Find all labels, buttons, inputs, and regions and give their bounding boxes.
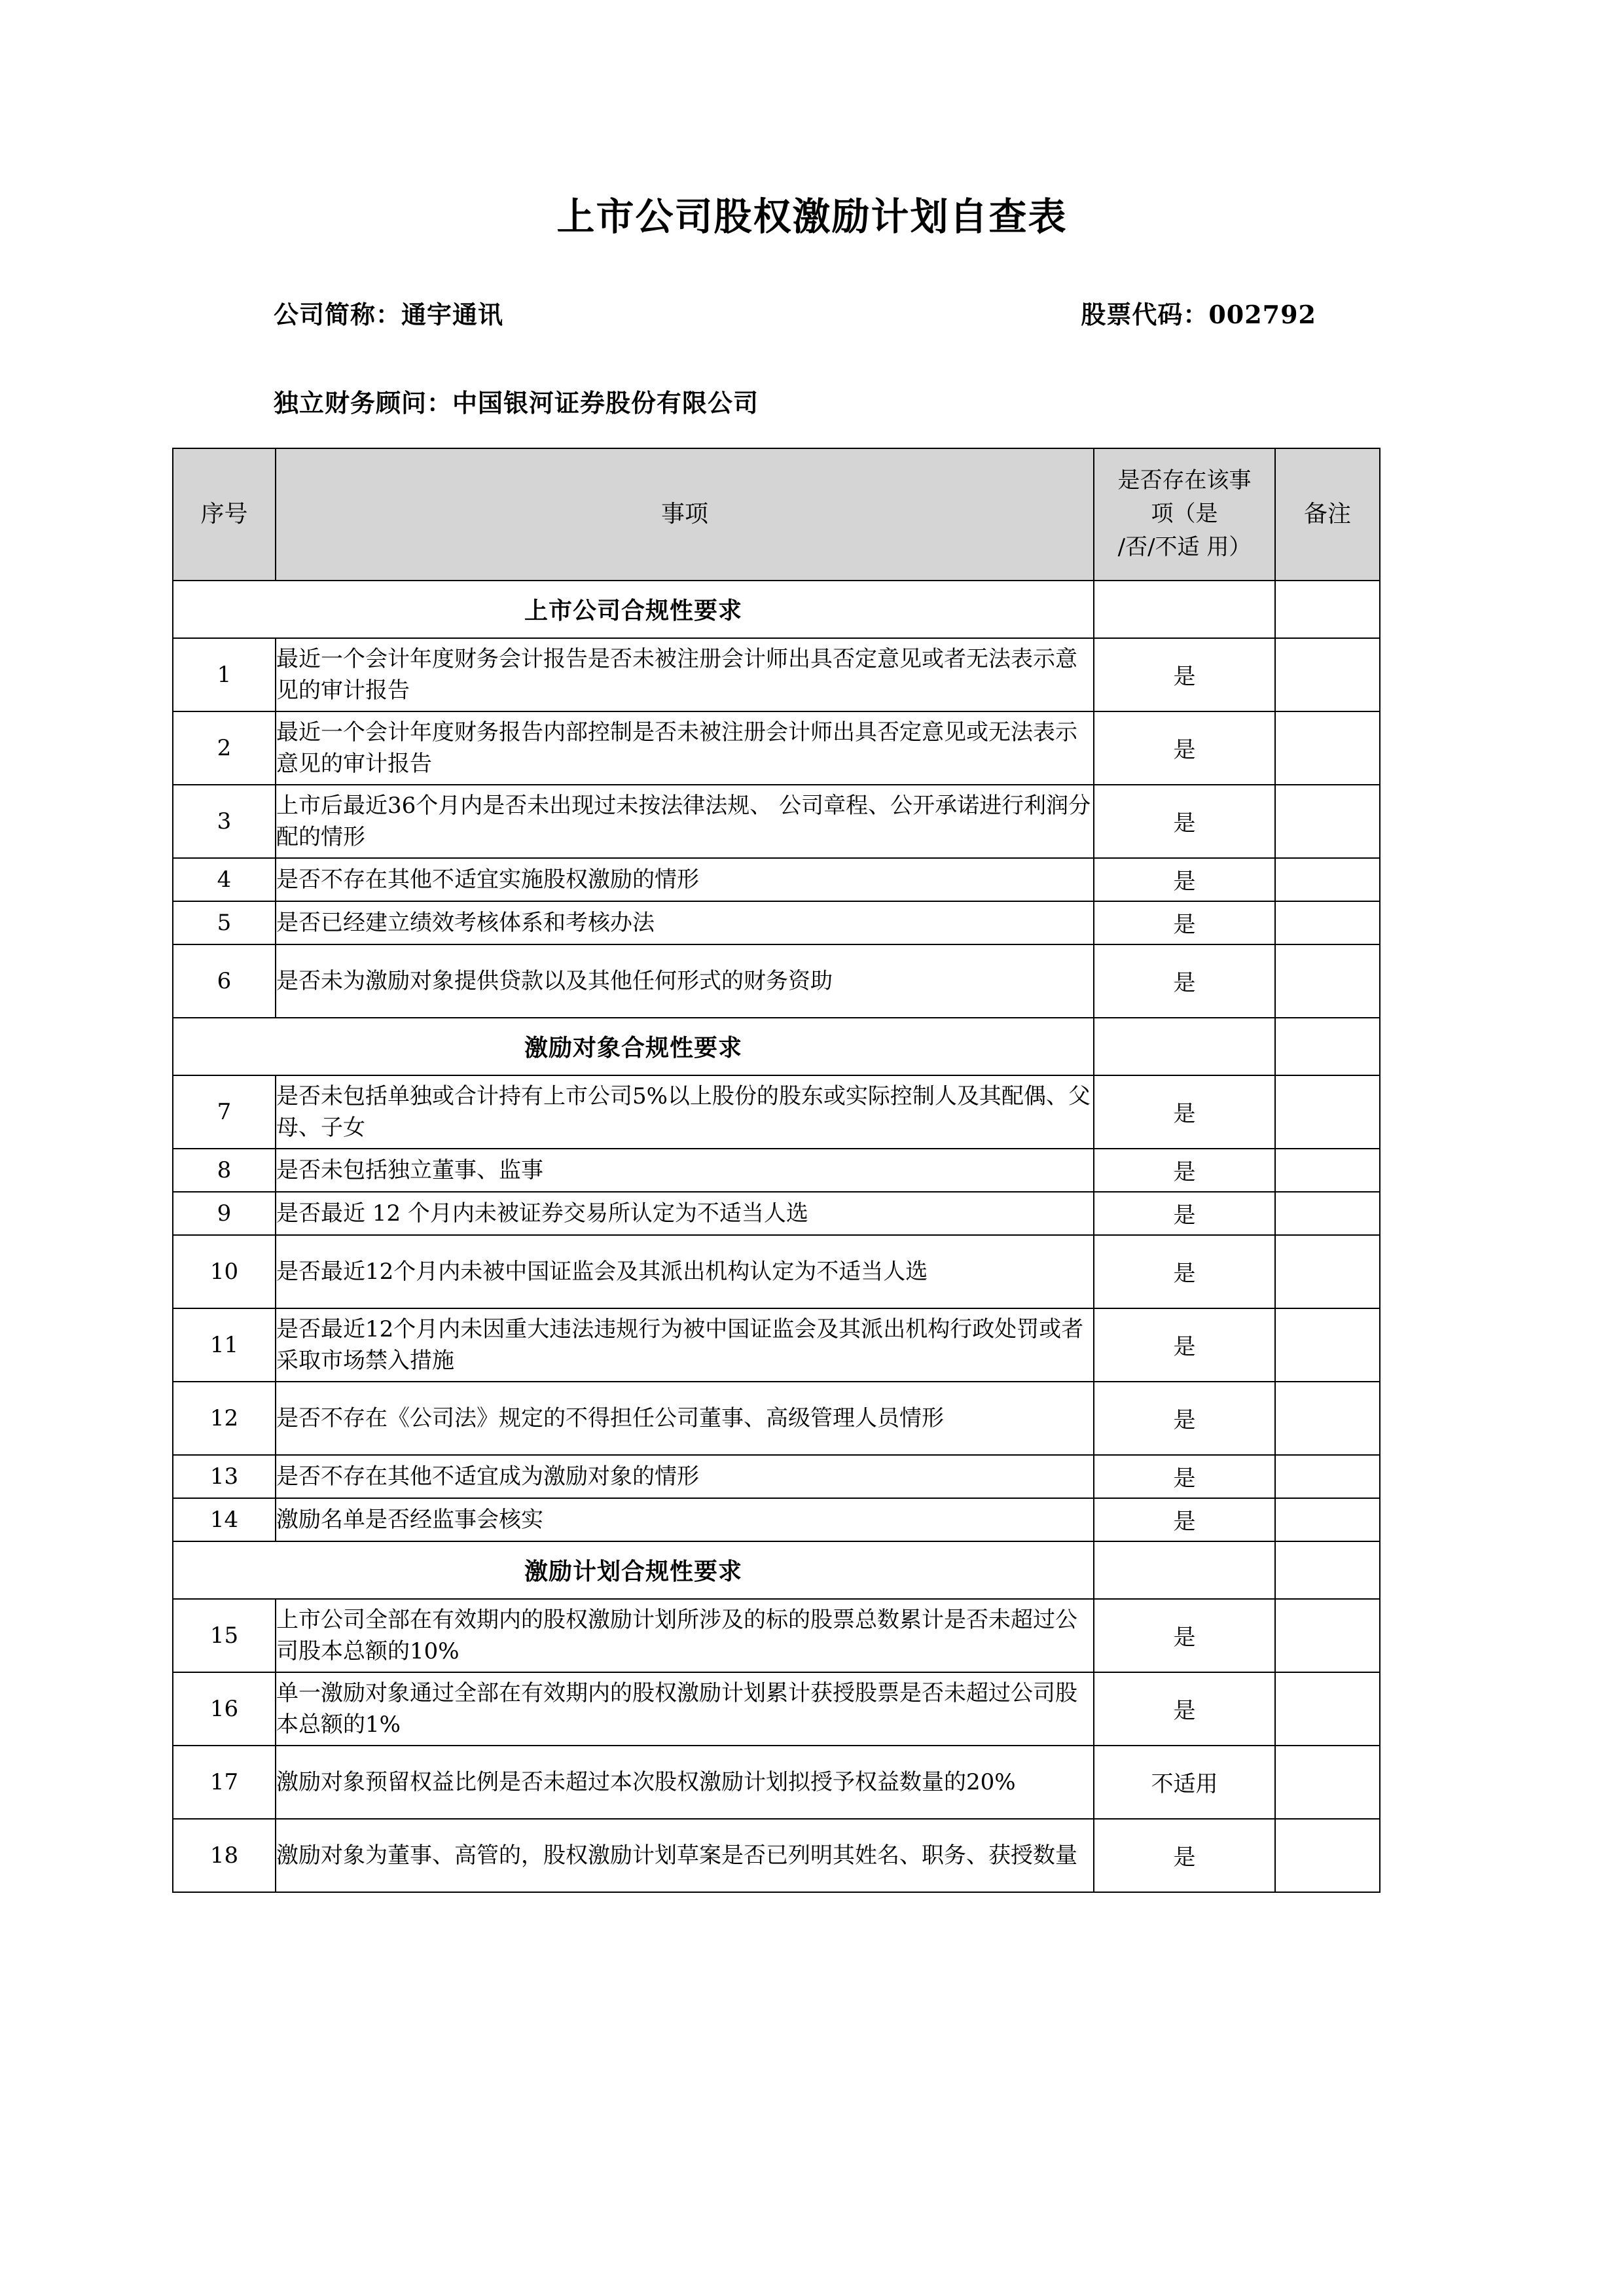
row-status: 是 <box>1094 638 1275 711</box>
row-number: 7 <box>173 1075 276 1149</box>
row-status: 是 <box>1094 901 1275 944</box>
row-status: 是 <box>1094 944 1275 1018</box>
row-remark <box>1275 944 1380 1018</box>
row-item-text: 是否不存在其他不适宜实施股权激励的情形 <box>276 858 1094 901</box>
independent-financial-advisor: 独立财务顾问：中国银河证券股份有限公司 <box>274 387 759 418</box>
section-status-cell <box>1094 1541 1275 1599</box>
section-remark-cell <box>1275 1018 1380 1075</box>
row-number: 6 <box>173 944 276 1018</box>
table-row <box>173 1235 1380 1308</box>
section-header-row <box>173 1018 1380 1075</box>
row-item-text: 最近一个会计年度财务报告内部控制是否未被注册会计师出具否定意见或无法表示意见的审计报告 <box>276 711 1094 785</box>
row-item-text: 是否不存在《公司法》规定的不得担任公司董事、高级管理人员情形 <box>276 1382 1094 1455</box>
table-row <box>173 1149 1380 1192</box>
row-item-text: 最近一个会计年度财务会计报告是否未被注册会计师出具否定意见或者无法表示意见的审计报告 <box>276 638 1094 711</box>
table-row <box>173 1498 1380 1541</box>
section-status-cell <box>1094 581 1275 638</box>
row-item-text: 是否未包括单独或合计持有上市公司5%以上股份的股东或实际控制人及其配偶、父母、子女 <box>276 1075 1094 1149</box>
checklist-table-wrap <box>0 448 1624 1893</box>
checklist-table <box>172 448 1380 1893</box>
row-status: 不适用 <box>1094 1746 1275 1819</box>
row-remark <box>1275 1599 1380 1672</box>
row-number: 15 <box>173 1599 276 1672</box>
row-status: 是 <box>1094 1308 1275 1382</box>
header-status-line-3: /否/不适 用） <box>1117 534 1252 561</box>
row-item-text: 是否不存在其他不适宜成为激励对象的情形 <box>276 1455 1094 1498</box>
table-row <box>173 1308 1380 1382</box>
row-remark <box>1275 1455 1380 1498</box>
row-remark <box>1275 858 1380 901</box>
table-row <box>173 1192 1380 1235</box>
row-number: 18 <box>173 1819 276 1892</box>
section-title: 上市公司合规性要求 <box>173 581 1094 638</box>
table-row <box>173 944 1380 1018</box>
company-short-name: 公司简称：通宇通讯 <box>274 299 504 329</box>
row-status: 是 <box>1094 785 1275 858</box>
row-status: 是 <box>1094 1382 1275 1455</box>
row-status: 是 <box>1094 1455 1275 1498</box>
row-item-text: 是否未包括独立董事、监事 <box>276 1149 1094 1192</box>
row-item-text: 激励对象预留权益比例是否未超过本次股权激励计划拟授予权益数量的20% <box>276 1746 1094 1819</box>
table-row <box>173 1382 1380 1455</box>
table-row <box>173 901 1380 944</box>
table-row <box>173 711 1380 785</box>
row-status: 是 <box>1094 1149 1275 1192</box>
row-item-text: 是否最近 12 个月内未被证券交易所认定为不适当人选 <box>276 1192 1094 1235</box>
row-remark <box>1275 1746 1380 1819</box>
row-status: 是 <box>1094 1235 1275 1308</box>
row-number: 17 <box>173 1746 276 1819</box>
row-number: 9 <box>173 1192 276 1235</box>
table-row <box>173 638 1380 711</box>
section-title: 激励计划合规性要求 <box>173 1541 1094 1599</box>
row-remark <box>1275 1235 1380 1308</box>
row-item-text: 单一激励对象通过全部在有效期内的股权激励计划累计获授股票是否未超过公司股本总额的1% <box>276 1672 1094 1746</box>
section-remark-cell <box>1275 1541 1380 1599</box>
row-status: 是 <box>1094 858 1275 901</box>
section-status-cell <box>1094 1018 1275 1075</box>
row-number: 3 <box>173 785 276 858</box>
row-item-text: 激励名单是否经监事会核实 <box>276 1498 1094 1541</box>
section-remark-cell <box>1275 581 1380 638</box>
table-body <box>173 581 1380 1892</box>
header-item: 事项 <box>276 448 1094 581</box>
row-remark <box>1275 1382 1380 1455</box>
row-number: 12 <box>173 1382 276 1455</box>
row-item-text: 是否最近12个月内未被中国证监会及其派出机构认定为不适当人选 <box>276 1235 1094 1308</box>
page-title: 上市公司股权激励计划自查表 <box>556 194 1068 239</box>
row-item-text: 是否已经建立绩效考核体系和考核办法 <box>276 901 1094 944</box>
header-status <box>1094 448 1275 581</box>
row-remark <box>1275 1192 1380 1235</box>
table-row <box>173 1819 1380 1892</box>
table-row <box>173 1599 1380 1672</box>
section-header-row <box>173 1541 1380 1599</box>
row-number: 1 <box>173 638 276 711</box>
header-no: 序号 <box>173 448 276 581</box>
table-row <box>173 1672 1380 1746</box>
company-meta-row <box>0 295 1624 331</box>
row-item-text: 激励对象为董事、高管的，股权激励计划草案是否已列明其姓名、职务、获授数量 <box>276 1819 1094 1892</box>
row-number: 11 <box>173 1308 276 1382</box>
row-status: 是 <box>1094 711 1275 785</box>
row-remark <box>1275 1075 1380 1149</box>
stock-code: 股票代码：002792 <box>1081 299 1316 329</box>
table-row <box>173 1746 1380 1819</box>
header-status-line-1: 是否存在该事 <box>1117 467 1252 494</box>
row-status: 是 <box>1094 1599 1275 1672</box>
row-status: 是 <box>1094 1672 1275 1746</box>
row-status: 是 <box>1094 1075 1275 1149</box>
header-status-line-2: 项（是 <box>1151 501 1218 528</box>
row-number: 16 <box>173 1672 276 1746</box>
row-number: 2 <box>173 711 276 785</box>
row-remark <box>1275 1672 1380 1746</box>
table-header-row <box>173 448 1380 581</box>
row-number: 8 <box>173 1149 276 1192</box>
row-status: 是 <box>1094 1498 1275 1541</box>
row-number: 13 <box>173 1455 276 1498</box>
row-status: 是 <box>1094 1819 1275 1892</box>
row-remark <box>1275 901 1380 944</box>
row-number: 14 <box>173 1498 276 1541</box>
row-remark <box>1275 1819 1380 1892</box>
table-row <box>173 1075 1380 1149</box>
row-item-text: 是否最近12个月内未因重大违法违规行为被中国证监会及其派出机构行政处罚或者采取市场禁入措施 <box>276 1308 1094 1382</box>
row-number: 5 <box>173 901 276 944</box>
row-number: 4 <box>173 858 276 901</box>
row-item-text: 上市后最近36个月内是否未出现过未按法律法规、 公司章程、公开承诺进行利润分配的情形 <box>276 785 1094 858</box>
row-remark <box>1275 1308 1380 1382</box>
row-remark <box>1275 785 1380 858</box>
header-remark: 备注 <box>1275 448 1380 581</box>
table-header <box>173 448 1380 581</box>
table-row <box>173 785 1380 858</box>
row-number: 10 <box>173 1235 276 1308</box>
row-remark <box>1275 1149 1380 1192</box>
row-remark <box>1275 1498 1380 1541</box>
row-remark <box>1275 711 1380 785</box>
row-item-text: 是否未为激励对象提供贷款以及其他任何形式的财务资助 <box>276 944 1094 1018</box>
table-row <box>173 858 1380 901</box>
section-header-row <box>173 581 1380 638</box>
table-row <box>173 1455 1380 1498</box>
row-status: 是 <box>1094 1192 1275 1235</box>
row-remark <box>1275 638 1380 711</box>
section-title: 激励对象合规性要求 <box>173 1018 1094 1075</box>
row-item-text: 上市公司全部在有效期内的股权激励计划所涉及的标的股票总数累计是否未超过公司股本总额的10% <box>276 1599 1094 1672</box>
